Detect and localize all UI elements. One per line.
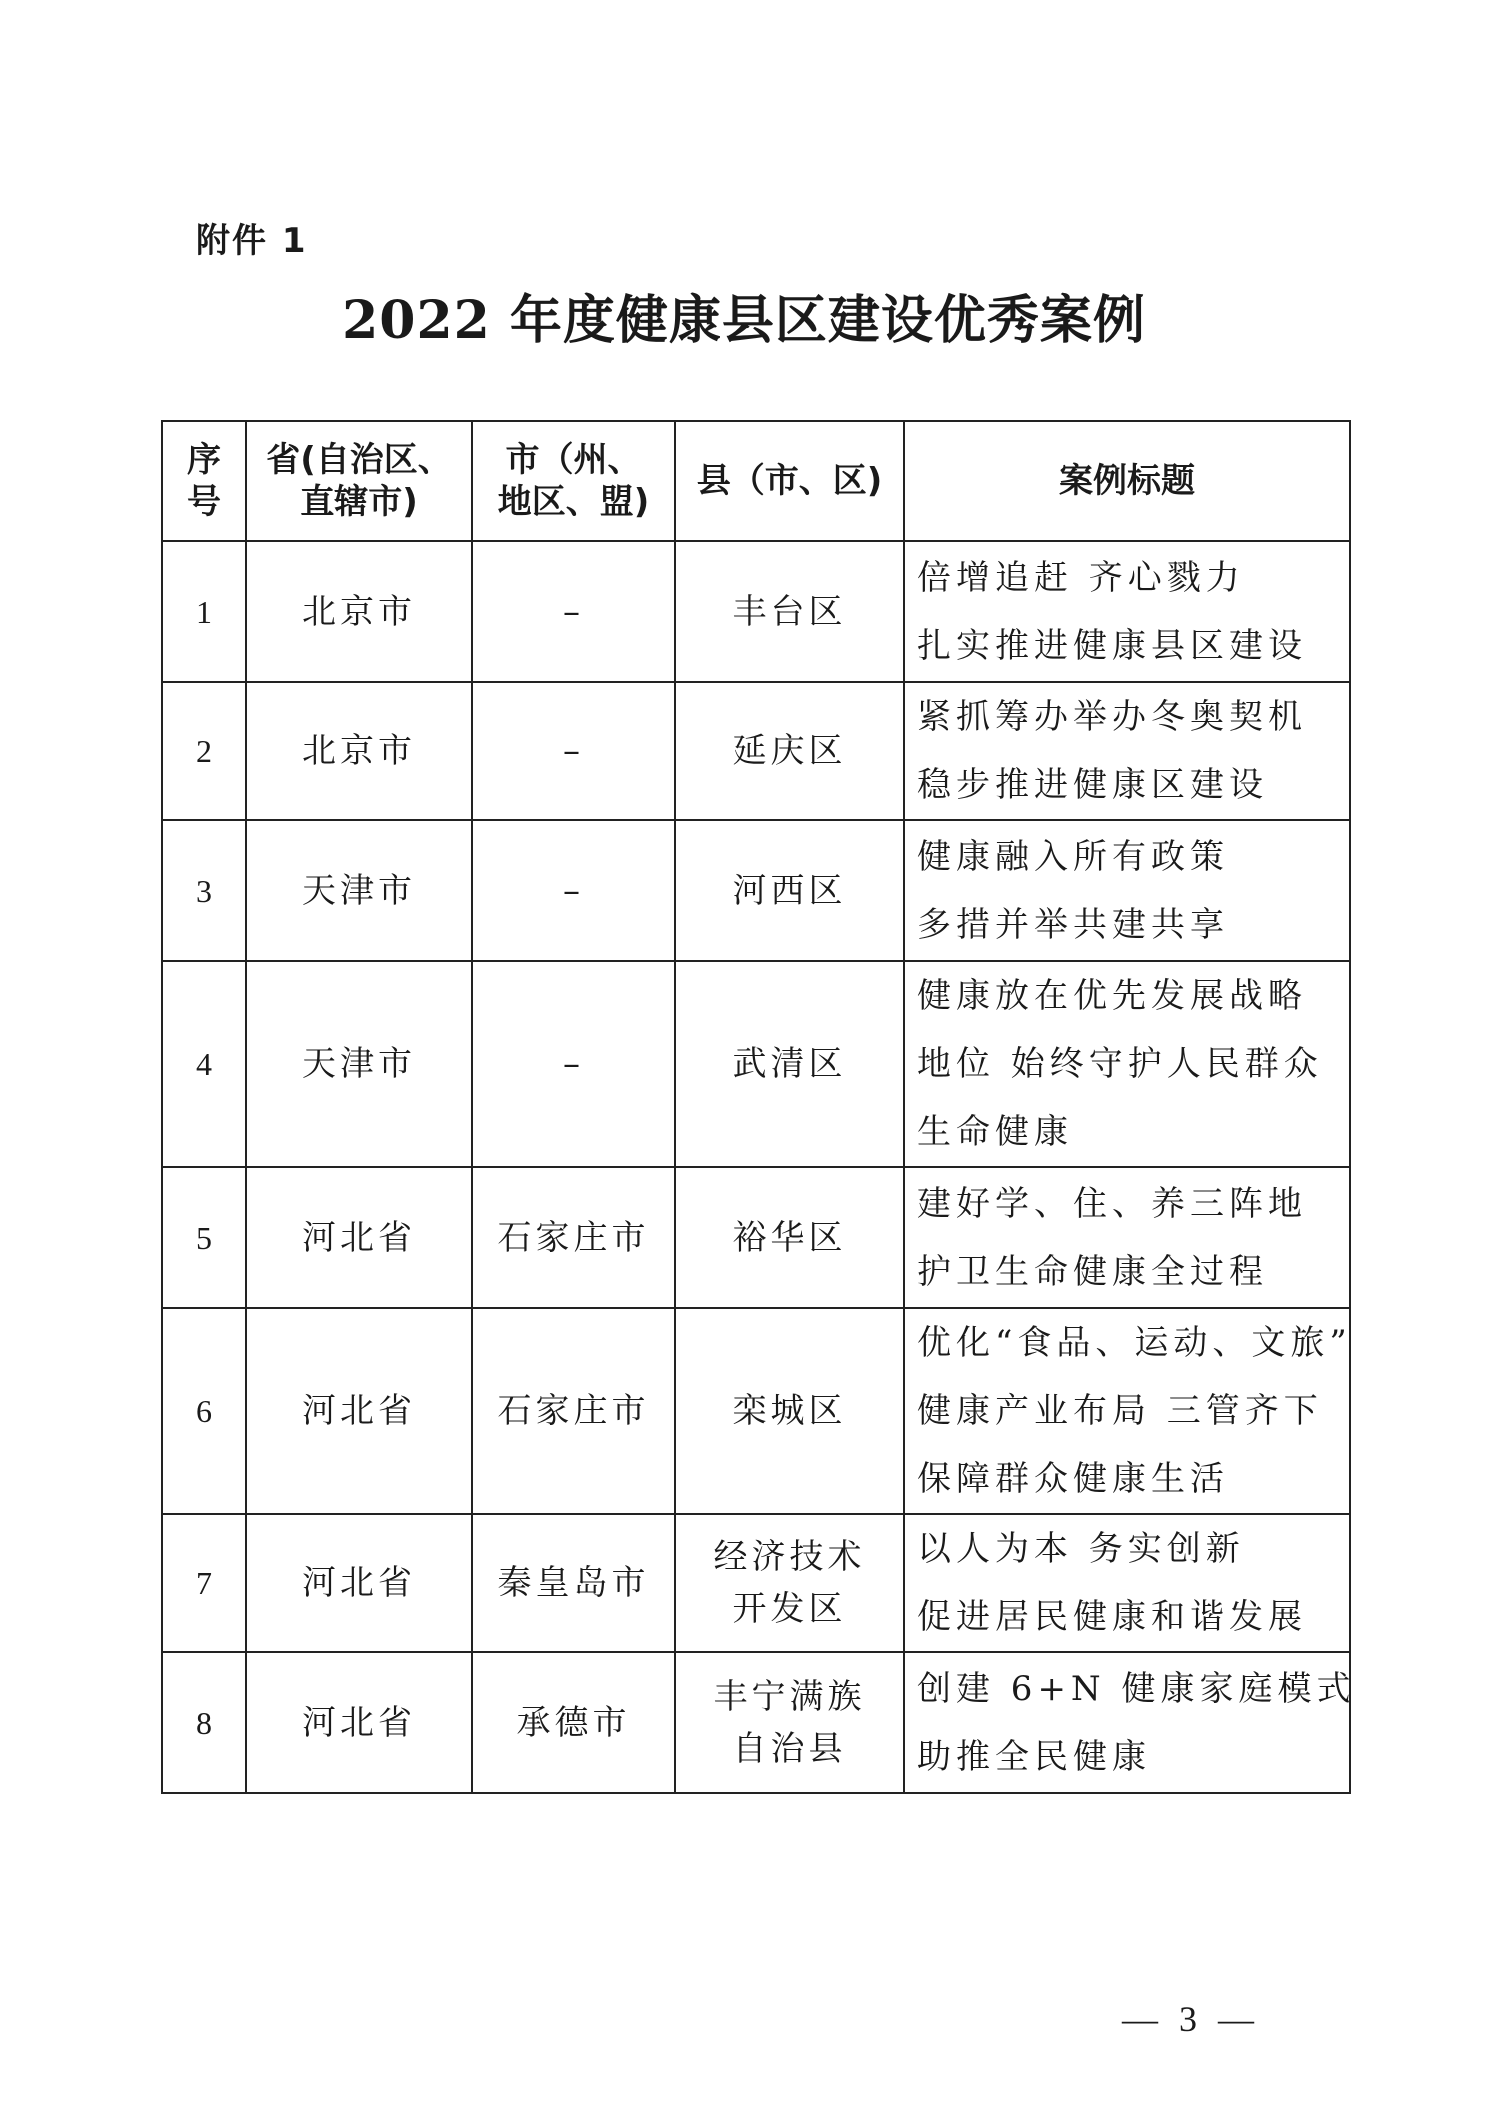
county-line: 裕华区 — [732, 1217, 847, 1258]
province-cell: 河北省 — [246, 1652, 472, 1793]
province-cell: 河北省 — [246, 1308, 472, 1514]
case-title-line: 地位 始终守护人民群众 — [917, 1044, 1323, 1084]
case-title-line: 优化“食品、运动、文旅” — [917, 1323, 1352, 1363]
city-cell: – — [472, 541, 675, 682]
table-row — [162, 1308, 1350, 1514]
seq-cell: 1 — [162, 541, 246, 682]
table-row — [162, 820, 1350, 961]
case-title-line: 以人为本 务实创新 — [917, 1529, 1245, 1569]
county-cell — [675, 682, 904, 820]
case-title-line: 多措并举共建共享 — [917, 904, 1229, 945]
county-cell — [675, 961, 904, 1167]
case-title-line: 生命健康 — [917, 1112, 1073, 1152]
header-case-title-line: 案例标题 — [1059, 461, 1195, 501]
county-line: 丰宁满族 — [713, 1676, 866, 1717]
county-cell — [675, 541, 904, 682]
case-title-line: 倍增追赶 齐心戮力 — [917, 557, 1245, 598]
header-county — [675, 421, 904, 541]
county-cell — [675, 820, 904, 961]
city-cell: 石家庄市 — [472, 1308, 675, 1514]
case-title-line: 助推全民健康 — [917, 1736, 1151, 1777]
table-row — [162, 1652, 1350, 1793]
case-title-line: 创建 6+N 健康家庭模式 — [917, 1668, 1356, 1709]
table-header-row — [162, 421, 1350, 541]
case-title-line: 健康放在优先发展战略 — [917, 976, 1307, 1016]
header-province — [246, 421, 472, 541]
case-title-cell — [904, 541, 1350, 682]
header-case-title — [904, 421, 1350, 541]
city-cell: 石家庄市 — [472, 1167, 675, 1308]
county-line: 延庆区 — [732, 731, 847, 771]
header-city-line: 市（州、 — [505, 440, 642, 480]
header-province-line: 直辖市) — [300, 482, 418, 522]
case-title-cell — [904, 961, 1350, 1167]
attachment-label: 附件 1 — [196, 221, 308, 261]
case-title-cell — [904, 1167, 1350, 1308]
city-cell: – — [472, 961, 675, 1167]
case-title-line: 稳步推进健康区建设 — [917, 765, 1268, 805]
county-line: 开发区 — [732, 1589, 847, 1629]
header-city-line: 地区、盟) — [497, 482, 650, 522]
county-cell — [675, 1514, 904, 1652]
case-title-line: 护卫生命健康全过程 — [917, 1251, 1268, 1292]
header-province-line: 省(自治区、 — [266, 440, 452, 480]
province-cell: 天津市 — [246, 961, 472, 1167]
header-seq-line: 号 — [187, 482, 221, 522]
province-cell: 河北省 — [246, 1167, 472, 1308]
page-number: — 3 — — [1122, 1999, 1260, 2039]
county-line: 武清区 — [732, 1044, 847, 1084]
province-cell: 北京市 — [246, 682, 472, 820]
city-cell: 承德市 — [472, 1652, 675, 1793]
case-title-line: 促进居民健康和谐发展 — [917, 1597, 1307, 1637]
province-cell: 天津市 — [246, 820, 472, 961]
case-title-line: 健康融入所有政策 — [917, 836, 1229, 877]
header-county-line: 县（市、区) — [696, 461, 883, 501]
city-cell: – — [472, 682, 675, 820]
county-line: 经济技术 — [713, 1537, 866, 1577]
seq-cell: 5 — [162, 1167, 246, 1308]
seq-cell: 3 — [162, 820, 246, 961]
province-cell: 河北省 — [246, 1514, 472, 1652]
header-seq-line: 序 — [187, 440, 221, 480]
county-cell — [675, 1308, 904, 1514]
cases-table — [161, 420, 1356, 1794]
table-row — [162, 541, 1350, 682]
header-seq — [162, 421, 246, 541]
city-cell: – — [472, 820, 675, 961]
case-title-cell — [904, 1308, 1350, 1514]
province-cell: 北京市 — [246, 541, 472, 682]
table-row — [162, 1514, 1350, 1652]
county-cell — [675, 1652, 904, 1793]
seq-cell: 8 — [162, 1652, 246, 1793]
seq-cell: 6 — [162, 1308, 246, 1514]
case-title-line: 保障群众健康生活 — [917, 1459, 1229, 1499]
document-title: 2022 年度健康县区建设优秀案例 — [342, 290, 1146, 351]
case-title-cell — [904, 682, 1350, 820]
table-row — [162, 961, 1350, 1167]
county-line: 河西区 — [732, 870, 847, 911]
case-title-line: 建好学、住、养三阵地 — [917, 1183, 1307, 1224]
case-title-cell — [904, 1652, 1356, 1793]
case-title-line: 扎实推进健康县区建设 — [917, 625, 1307, 666]
header-city — [472, 421, 675, 541]
seq-cell: 4 — [162, 961, 246, 1167]
case-title-line: 健康产业布局 三管齐下 — [917, 1391, 1323, 1431]
seq-cell: 7 — [162, 1514, 246, 1652]
case-title-line: 紧抓筹办举办冬奥契机 — [917, 697, 1307, 737]
table-body — [162, 541, 1356, 1793]
county-line: 自治县 — [732, 1728, 847, 1769]
county-line: 栾城区 — [732, 1391, 847, 1431]
city-cell: 秦皇岛市 — [472, 1514, 675, 1652]
seq-cell: 2 — [162, 682, 246, 820]
case-title-cell — [904, 820, 1350, 961]
table-row — [162, 682, 1350, 820]
case-title-cell — [904, 1514, 1350, 1652]
table-row — [162, 1167, 1350, 1308]
county-cell — [675, 1167, 904, 1308]
county-line: 丰台区 — [732, 591, 847, 632]
